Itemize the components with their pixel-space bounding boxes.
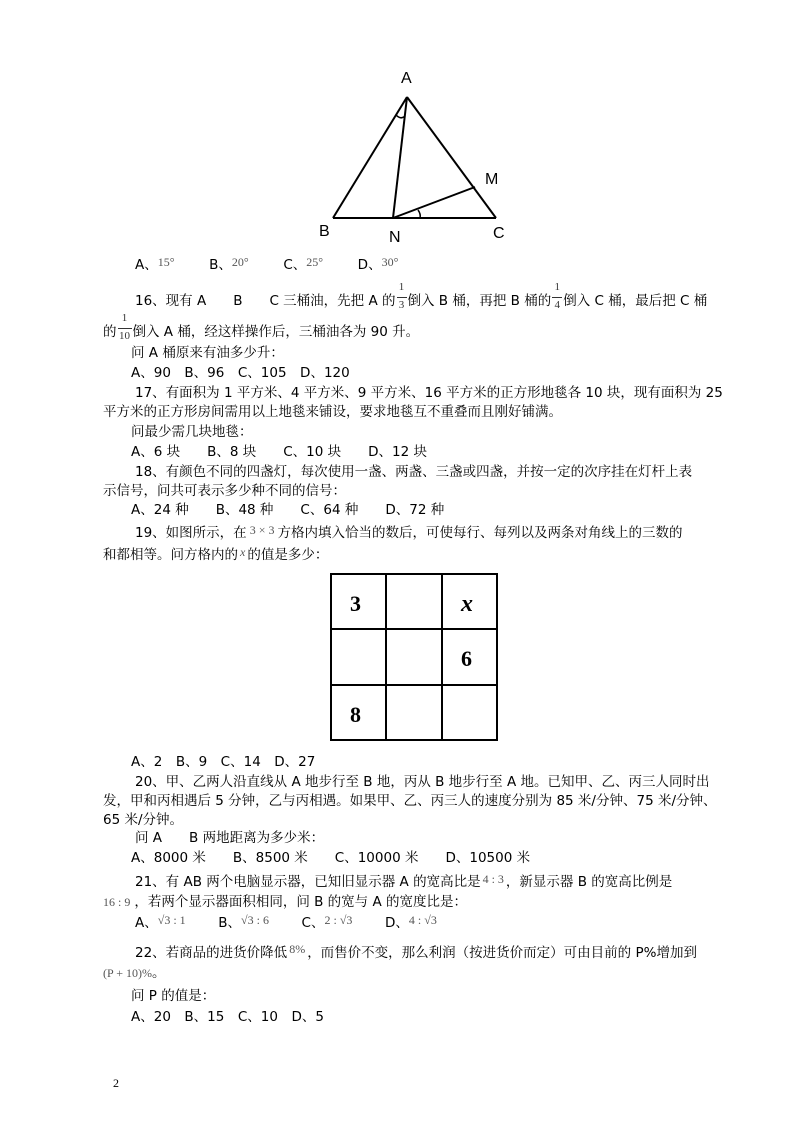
grid-cell-r3c3 — [443, 686, 498, 741]
q21-option-a: A、 — [135, 915, 158, 931]
grid-cell-r3c1: 8 — [350, 702, 361, 727]
q19-text-4: 的值是多少： — [247, 547, 329, 563]
grid-cell-r1c1: 3 — [350, 591, 361, 616]
q21-option-d: D、 — [385, 915, 409, 931]
q18-line1: 18、有颜色不同的四盏灯，每次使用一盏、两盏、三盏或四盏，并按一定的次序挂在灯杆上表 — [135, 464, 693, 480]
q15-option-b-value: 20° — [231, 255, 249, 269]
triangle-figure — [300, 60, 530, 250]
q21-option-d-value: 4 : √3 — [408, 913, 437, 927]
q21-text-3: ，若两个显示器面积相同，问 B 的宽与 A 的宽度比是： — [134, 894, 468, 910]
q17-line1: 17、有面积为 1 平方米、4 平方米、9 平方米、16 平方米的正方形地毯各 10 块，现有面积为 25 — [135, 385, 723, 401]
q21-ratio-a: 4 : 3 — [482, 872, 504, 886]
grid-cell-r3c2 — [387, 686, 442, 741]
edge-ac — [407, 97, 499, 218]
label-n: N — [389, 229, 401, 246]
segment-nm — [393, 187, 475, 218]
q16-question: 问 A 桶原来有油多少升： — [131, 345, 284, 361]
q15-option-b: B、 — [209, 257, 232, 273]
q20-question: 问 A B 两地距离为多少米： — [135, 830, 325, 846]
q21-option-c: C、 — [301, 915, 325, 931]
q21-text-2: ，新显示器 B 的宽高比例是 — [505, 874, 673, 890]
label-b: B — [319, 223, 330, 240]
q22-line1 — [135, 944, 697, 962]
q21-option-b-value: √3 : 6 — [241, 913, 269, 927]
q22-question: 问 P 的值是： — [131, 988, 216, 1004]
q21-option-a-value: √3 : 1 — [157, 913, 186, 927]
label-m: M — [485, 171, 499, 188]
q16-text-3: 倒入 C 桶，最后把 C 桶 — [563, 293, 708, 309]
q17-options: A、6 块 B、8 块 C、10 块 D、12 块 — [131, 444, 428, 460]
q16-text-4: 的 — [103, 324, 117, 340]
q16-text-5: 倒入 A 桶，经这样操作后，三桶油各为 90 升。 — [132, 324, 420, 340]
q21-option-c-value: 2 : √3 — [324, 913, 353, 927]
q22-text-3: 。 — [151, 965, 166, 981]
grid-cell-r2c1 — [332, 630, 387, 685]
q22-text-2: ，而售价不变，那么利润（按进货价而定）可由目前的 P%增加到 — [307, 945, 697, 961]
q22-formula: (P + 10)% — [103, 966, 152, 980]
q15-option-c: C、 — [283, 257, 307, 273]
q16-fraction-2: $\frac{1}{4}$ — [551, 292, 563, 310]
q21-line2 — [103, 893, 467, 911]
q16-text-1: 16、现有 A B C 三桶油，先把 A 的 — [135, 293, 396, 309]
q19-line1 — [135, 524, 682, 542]
q16-line1 — [135, 281, 708, 311]
q19-text-3: 和都相等。问方格内的 — [103, 547, 238, 563]
q17-line2: 平方米的正方形房间需用以上地毯来铺设，要求地毯互不重叠而且刚好铺满。 — [103, 404, 562, 420]
q20-line1: 20、甲、乙两人沿直线从 A 地步行至 B 地，丙从 B 地步行至 A 地。已知甲、乙、丙三人同时出 — [135, 774, 710, 790]
q21-options — [135, 914, 437, 932]
q19-var: x — [240, 545, 246, 559]
magic-square-grid — [330, 573, 498, 741]
q16-line2 — [103, 312, 420, 342]
q22-line2 — [103, 964, 165, 982]
q15-option-d-value: 30° — [381, 255, 399, 269]
angle-arc-a — [396, 115, 405, 118]
label-a: A — [401, 70, 412, 87]
grid-cell-r2c3: 6 — [461, 646, 472, 671]
q19-line2 — [103, 546, 328, 564]
label-c: C — [493, 225, 505, 242]
grid-cell-r1c3: x — [461, 591, 473, 617]
q16-fraction-1: $\frac{1}{3}$ — [396, 292, 408, 310]
grid-cell-r2c2 — [387, 630, 442, 685]
q22-options: A、20 B、15 C、10 D、5 — [131, 1009, 324, 1025]
q21-option-b: B、 — [218, 915, 242, 931]
q20-options: A、8000 米 B、8500 米 C、10000 米 D、10500 米 — [131, 850, 531, 866]
q15-options — [135, 256, 398, 274]
page-number: 2 — [113, 1076, 119, 1090]
q22-percent: 8% — [289, 942, 306, 956]
q19-grid-size: 3 × 3 — [249, 523, 275, 537]
q15-option-c-value: 25° — [306, 255, 324, 269]
q15-option-a: A、 — [135, 257, 158, 273]
q20-line3: 65 米/分钟。 — [103, 812, 184, 828]
angle-arc-n — [418, 210, 420, 218]
q19-options: A、2 B、9 C、14 D、27 — [131, 754, 316, 770]
q20-line2: 发，甲和丙相遇后 5 分钟，乙与丙相遇。如果甲、乙、丙三人的速度分别为 85 米/分钟、75 米/分钟、 — [103, 793, 717, 809]
q16-options: A、90 B、96 C、105 D、120 — [131, 365, 350, 381]
q21-ratio-b: 16 : 9 — [103, 895, 131, 909]
q15-option-d: D、 — [357, 257, 382, 273]
q21-line1 — [135, 873, 672, 891]
q16-text-2: 倒入 B 桶，再把 B 桶的 — [407, 293, 552, 309]
grid-cell-r1c2 — [387, 575, 442, 630]
q21-text-1: 21、有 AB 两个电脑显示器，已知旧显示器 A 的宽高比是 — [135, 874, 481, 890]
q18-options: A、24 种 B、48 种 C、64 种 D、72 种 — [131, 502, 445, 518]
q15-option-a-value: 15° — [157, 255, 175, 269]
q18-line2: 示信号，问共可表示多少种不同的信号： — [103, 483, 346, 499]
q16-fraction-3: $\frac{1}{10}$ — [119, 312, 130, 342]
q19-text-1: 19、如图所示，在 — [135, 525, 247, 541]
q19-text-2: 方格内填入恰当的数后，可使每行、每列以及两条对角线上的三数的 — [277, 525, 683, 541]
q17-question: 问最少需几块地毯： — [131, 424, 253, 440]
q22-text-1: 22、若商品的进货价降低 — [135, 945, 288, 961]
